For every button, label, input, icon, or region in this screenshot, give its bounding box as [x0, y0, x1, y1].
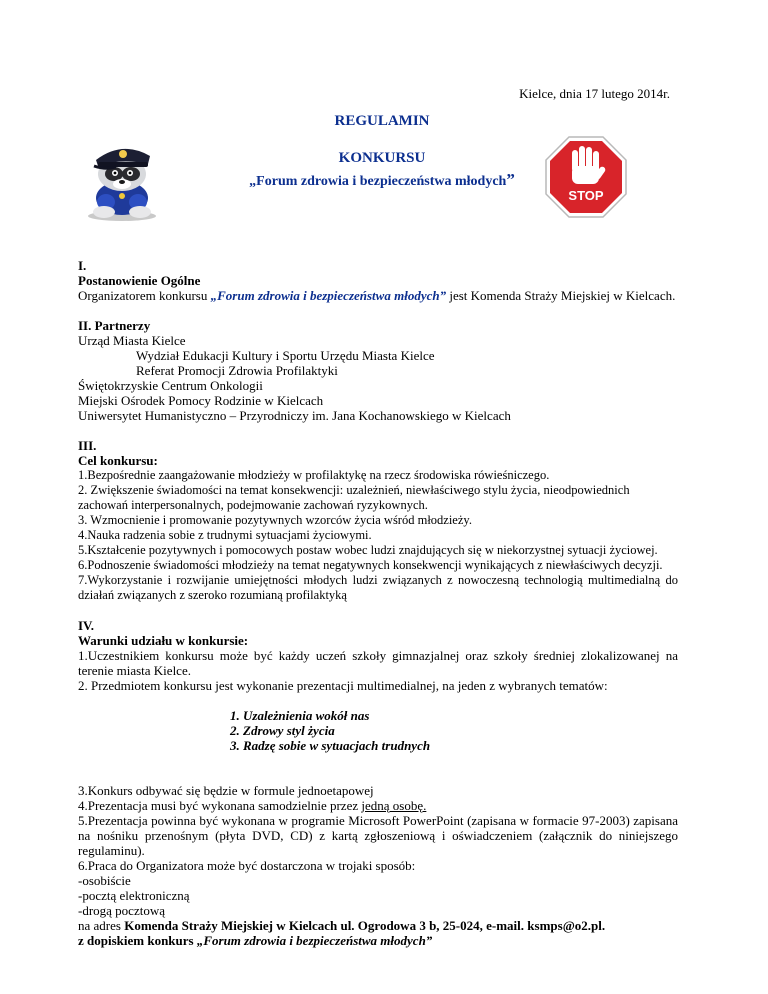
section-1-contest-name: „Forum zdrowia i bezpieczeństwa młodych”	[210, 288, 447, 303]
document-title: REGULAMIN	[334, 113, 430, 129]
note-prefix: z dopiskiem konkurs	[78, 933, 197, 948]
note-line	[78, 933, 678, 948]
goal-item: 3. Wzmocnienie i promowanie pozytywnych wzorców życia wśród młodzieży.	[78, 513, 472, 527]
condition-item: 5.Prezentacja powinna być wykonana w programie Microsoft PowerPoint (zapisana w formacie 97-2003) zapisana na nośniku przenośnym (płyta DVD, CD) z kartą zgłoszeniową i oświadczeniem (załącznik do niniejszego regulaminu).	[78, 813, 678, 858]
partner-item: Referat Promocji Zdrowia Profilaktyki	[136, 363, 338, 378]
goal-item: 2. Zwiększenie świadomości na temat konsekwencji: uzależnień, niewłaściwego stylu życia, nieodpowiednich zachowań interpersonalnych, podejmowanie zachowań ryzykownych.	[78, 483, 630, 512]
partner-item: Wydział Edukacji Kultury i Sportu Urzędu Miasta Kielce	[136, 348, 435, 363]
section-4-heading: Warunki udziału w konkursie:	[78, 633, 249, 648]
document-date: Kielce, dnia 17 lutego 2014r.	[519, 86, 670, 101]
regulation-body	[78, 258, 678, 948]
section-2-heading: II. Partnerzy	[78, 318, 151, 333]
section-1-number: I.	[78, 258, 87, 273]
partner-item: Urząd Miasta Kielce	[78, 333, 186, 348]
condition-item: 1.Uczestnikiem konkursu może być każdy uczeń szkoły gimnazjalnej oraz szkoły średniej zlokalizowanej na terenie miasta Kielce.	[78, 648, 678, 678]
section-1-text-before: Organizatorem konkursu	[78, 288, 211, 303]
goal-item: 4.Nauka radzenia sobie z trudnymi sytuacjami życiowymi.	[78, 528, 372, 542]
partner-item: Miejski Ośrodek Pomocy Rodzinie w Kielcach	[78, 393, 324, 408]
section-1-text-after: jest Komenda Straży Miejskiej w Kielcach.	[446, 288, 676, 303]
condition-item-text: 4.Prezentacja musi być wykonana samodzielnie przez	[78, 798, 362, 813]
address-line	[78, 918, 678, 933]
address-text: Komenda Straży Miejskiej w Kielcach ul. Ogrodowa 3 b, 25-024, e-mail. ksmps@o2.pl.	[124, 918, 606, 933]
condition-item	[78, 798, 678, 813]
section-1-text	[78, 288, 678, 303]
section-4-number: IV.	[78, 618, 95, 633]
one-person-underlined: jedną osobę.	[361, 798, 427, 813]
stop-hand-icon	[545, 136, 627, 218]
goal-item: 7.Wykorzystanie i rozwijanie umiejętności młodych ludzi związanych z nowoczesną technologią multimedialną do działań związanych z szeroko rozumianą profilaktyką	[78, 573, 678, 602]
partner-item: Świętokrzyskie Centrum Onkologii	[78, 378, 263, 393]
address-prefix: na adres	[78, 918, 125, 933]
police-mascot-icon	[76, 136, 168, 222]
delivery-method: -osobiście	[78, 873, 131, 888]
section-3-heading: Cel konkursu:	[78, 453, 158, 468]
section-3-number: III.	[78, 438, 97, 453]
goal-item: 6.Podnoszenie świadomości młodzieży na temat negatywnych konsekwencji wynikających z niewłaściwych decyzji.	[78, 558, 663, 572]
topic-item: 3. Radzę sobie w sytuacjach trudnych	[230, 738, 431, 753]
condition-item: 6.Praca do Organizatora może być dostarczona w trojaki sposób:	[78, 858, 416, 873]
goal-item: 1.Bezpośrednie zaangażowanie młodzieży w profilaktykę na rzecz środowiska rówieśniczego.	[78, 468, 550, 482]
delivery-method: -pocztą elektroniczną	[78, 888, 190, 903]
section-1-heading: Postanowienie Ogólne	[78, 273, 201, 288]
condition-item: 2. Przedmiotem konkursu jest wykonanie prezentacji multimedialnej, na jeden z wybranych tematów:	[78, 678, 608, 693]
document-subtitle: KONKURSU	[338, 150, 426, 166]
delivery-method: -drogą pocztową	[78, 903, 165, 918]
contest-name-text: „Forum zdrowia i bezpieczeństwa młodych	[249, 174, 507, 189]
note-contest-name: „Forum zdrowia i bezpieczeństwa młodych”	[196, 933, 433, 948]
topic-item: 2. Zdrowy styl życia	[230, 723, 335, 738]
condition-item: 3.Konkurs odbywać się będzie w formule jednoetapowej	[78, 783, 374, 798]
topic-item: 1. Uzależnienia wokół nas	[230, 708, 370, 723]
goal-item: 5.Kształcenie pozytywnych i pomocowych postaw wobec ludzi znajdujących się w niekorzystnej sytuacji życiowej.	[78, 543, 658, 557]
partner-item: Uniwersytet Humanistyczno – Przyrodniczy im. Jana Kochanowskiego w Kielcach	[78, 408, 511, 423]
closing-quote: ”	[506, 170, 515, 189]
stop-sign-label: STOP	[568, 188, 604, 203]
